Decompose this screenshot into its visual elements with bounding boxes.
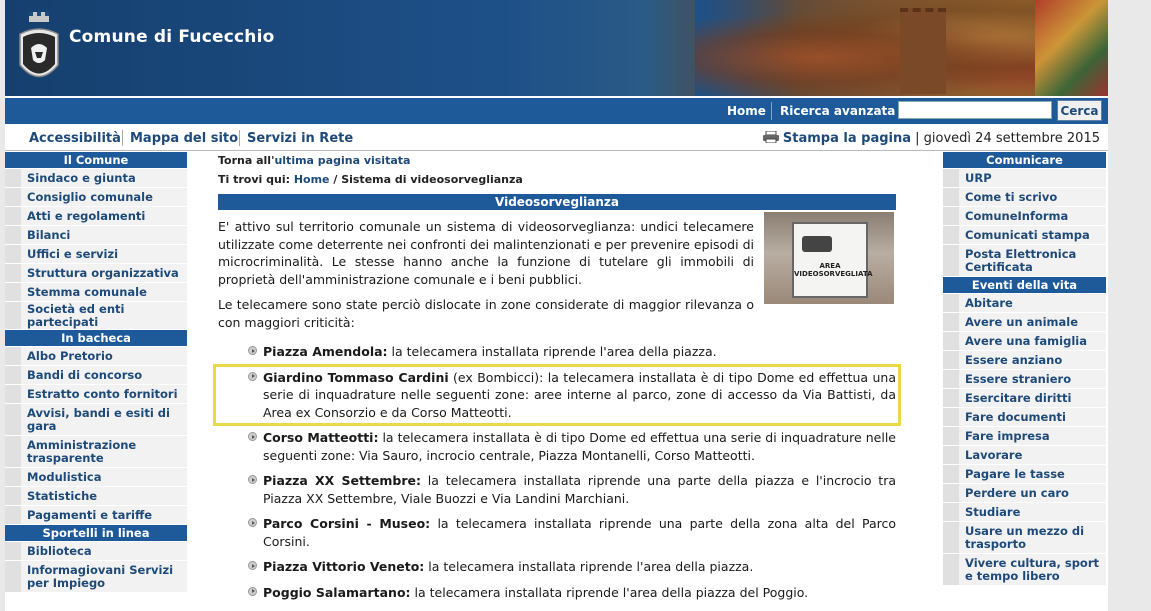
breadcrumb-prefix: Ti trovi qui: [218, 172, 294, 186]
sidebar-item-avvisi-bandi[interactable]: Avvisi, bandi e esiti di gara [5, 404, 187, 436]
sidebar-item-biblioteca[interactable]: Biblioteca [5, 542, 187, 561]
sidebar-item-sindaco-e-giunta[interactable]: Sindaco e giunta [5, 169, 187, 188]
camera-description: la telecamera installata riprende l'area della piazza. [387, 344, 717, 359]
search-button[interactable]: Cerca [1057, 100, 1102, 121]
sidebar-item-vivere-cultura[interactable]: Vivere cultura, sport e tempo libero [943, 554, 1106, 586]
page-title: Videosorveglianza [218, 194, 896, 210]
camera-place: Piazza Vittorio Veneto: [263, 559, 425, 574]
sidebar-item-urp[interactable]: URP [943, 169, 1106, 188]
sidebar-item-estratto-conto[interactable]: Estratto conto fornitori [5, 385, 187, 404]
site-title[interactable]: Comune di Fucecchio [69, 27, 275, 47]
last-visited-link[interactable]: ultima pagina visitata [274, 154, 411, 167]
section-header-sportelli: Sportelli in linea [5, 525, 187, 541]
banner-tower-image [900, 8, 946, 94]
bullet-arrow-icon [248, 372, 257, 381]
sidebar-item-pagamenti-tariffe[interactable]: Pagamenti e tariffe [5, 506, 187, 525]
print-page-link[interactable]: Stampa la pagina [782, 131, 912, 146]
intro-paragraph-2: Le telecamere sono state perciò dislocate in zone considerate di maggior rilevanza o con maggiori criticità: [218, 297, 754, 330]
current-date: | giovedì 24 settembre 2015 [915, 131, 1100, 146]
right-sidebar [943, 152, 1106, 586]
sidebar-item-modulistica[interactable]: Modulistica [5, 468, 187, 487]
online-services-link[interactable]: Servizi in Rete [247, 131, 354, 146]
bullet-arrow-icon [248, 475, 257, 484]
sidebar-item-lavorare[interactable]: Lavorare [943, 446, 1106, 465]
search-input[interactable] [898, 101, 1052, 119]
sidebar-item-fare-documenti[interactable]: Fare documenti [943, 408, 1106, 427]
sidebar-item-albo-pretorio[interactable]: Albo Pretorio [5, 347, 187, 366]
list-item [218, 558, 896, 576]
coat-of-arms-logo[interactable] [17, 10, 61, 90]
camera-list [218, 343, 896, 601]
back-prefix: Torna all' [218, 154, 275, 167]
printer-icon[interactable] [763, 131, 779, 143]
intro-paragraph: E' attivo sul territorio comunale un sistema di videosorveglianza: undici telecamere utilizzate come deterrente nei confronti dei malintenzionati e per prevenire episodi di microcriminalità. Le stesse hanno anche la funzione di tutelare gli immobili di proprietà dell'amministrazione comunale e i beni pubblici. [218, 219, 754, 287]
sign-text: AREA VIDEOSORVEGLIATA [794, 262, 873, 278]
camera-description: la telecamera installata riprende una parte della zona alta del Parco Corsini. [263, 516, 896, 549]
top-navigation-bar [5, 98, 1108, 124]
subnav-separator [239, 130, 240, 146]
advanced-search-link[interactable]: Ricerca avanzata [780, 104, 896, 118]
sitemap-link[interactable]: Mappa del sito [130, 131, 239, 146]
sidebar-item-come-ti-scrivo[interactable]: Come ti scrivo [943, 188, 1106, 207]
sidebar-item-bilanci[interactable]: Bilanci [5, 226, 187, 245]
sidebar-item-stemma-comunale[interactable]: Stemma comunale [5, 283, 187, 302]
sidebar-item-usare-mezzo-trasporto[interactable]: Usare un mezzo di trasporto [943, 522, 1106, 554]
accessibility-link[interactable]: Accessibilità [29, 131, 121, 146]
sidebar-item-statistiche[interactable]: Statistiche [5, 487, 187, 506]
section-header-il-comune: Il Comune [5, 152, 187, 168]
secondary-navigation [5, 128, 1108, 151]
section-header-in-bacheca: In bacheca [5, 330, 187, 346]
page [5, 0, 1108, 611]
header-banner [5, 0, 1108, 96]
list-item [218, 584, 896, 602]
breadcrumb [218, 171, 896, 189]
sidebar-item-pagare-le-tasse[interactable]: Pagare le tasse [943, 465, 1106, 484]
print-and-date [763, 131, 1100, 146]
left-sidebar [5, 152, 187, 593]
sidebar-item-esercitare-diritti[interactable]: Esercitare diritti [943, 389, 1106, 408]
bullet-arrow-icon [248, 432, 257, 441]
camera-place: Piazza Amendola: [263, 344, 388, 359]
sidebar-item-atti-e-regolamenti[interactable]: Atti e regolamenti [5, 207, 187, 226]
sidebar-item-fare-impresa[interactable]: Fare impresa [943, 427, 1106, 446]
back-link-row [218, 152, 896, 170]
main-content [218, 152, 896, 609]
bullet-arrow-icon [248, 518, 257, 527]
section-header-eventi-della-vita: Eventi della vita [943, 277, 1106, 293]
banner-flag-image [1035, 0, 1108, 96]
list-item [218, 472, 896, 507]
sidebar-item-abitare[interactable]: Abitare [943, 294, 1106, 313]
home-link[interactable]: Home [727, 104, 766, 118]
section-header-comunicare: Comunicare [943, 152, 1106, 168]
camera-place: Parco Corsini - Museo: [263, 516, 431, 531]
camera-place: Corso Matteotti: [263, 430, 379, 445]
sidebar-item-bandi-di-concorso[interactable]: Bandi di concorso [5, 366, 187, 385]
list-item [218, 515, 896, 550]
sidebar-item-pec[interactable]: Posta Elettronica Certificata [943, 245, 1106, 277]
camera-place: Poggio Salamartano: [263, 584, 411, 600]
bullet-arrow-icon [248, 587, 257, 596]
camera-description: la telecamera installata riprende l'area della piazza. [424, 559, 754, 574]
sidebar-item-avere-un-animale[interactable]: Avere un animale [943, 313, 1106, 332]
camera-description: (ex Bombicci): la telecamera installata è di tipo Dome ed effettua una serie di inquadrature nelle seguenti zone: aree interne al parco, zone di accesso da Via Battisti, da Area ex Consorzio e da Corso Matteotti. [263, 369, 896, 420]
bullet-arrow-icon [248, 561, 257, 570]
breadcrumb-home-link[interactable]: Home [293, 172, 330, 186]
sidebar-item-essere-anziano[interactable]: Essere anziano [943, 351, 1106, 370]
camera-place: Piazza XX Settembre: [263, 473, 421, 488]
subnav-separator [122, 130, 123, 146]
sidebar-item-essere-straniero[interactable]: Essere straniero [943, 370, 1106, 389]
camera-place: Giardino Tommaso Cardini [263, 369, 449, 385]
sign-board [792, 222, 873, 298]
sidebar-item-consiglio-comunale[interactable]: Consiglio comunale [5, 188, 187, 207]
sidebar-item-amministrazione-trasparente[interactable]: Amministrazione trasparente [5, 436, 187, 468]
sidebar-item-informagiovani[interactable]: Informagiovani Servizi per Impiego [5, 561, 187, 593]
sidebar-item-studiare[interactable]: Studiare [943, 503, 1106, 522]
sidebar-item-comunicati-stampa[interactable]: Comunicati stampa [943, 226, 1106, 245]
sidebar-item-perdere-un-caro[interactable]: Perdere un caro [943, 484, 1106, 503]
camera-description: la telecamera installata riprende una parte della piazza e l'incrocio tra Piazza XX Settembre, Viale Buozzi e Via Landini Marchiani. [263, 473, 896, 506]
sidebar-item-societa-enti[interactable]: Società ed enti partecipati [5, 302, 187, 330]
breadcrumb-current: / Sistema di videosorveglianza [329, 172, 523, 186]
sidebar-item-avere-una-famiglia[interactable]: Avere una famiglia [943, 332, 1106, 351]
camera-description: la telecamera installata è di tipo Dome ed effettua una serie di inquadrature nelle seguenti zone: Via Sauro, incrocio centrale, Piazza Montanelli, Corso Matteotti. [263, 430, 896, 463]
sidebar-item-comuneinforma[interactable]: ComuneInforma [943, 207, 1106, 226]
surveillance-sign-image [764, 212, 894, 304]
sidebar-item-uffici-e-servizi[interactable]: Uffici e servizi [5, 245, 187, 264]
bullet-arrow-icon [248, 346, 257, 355]
list-item [218, 343, 896, 361]
camera-icon [802, 236, 832, 252]
camera-description: la telecamera installata riprende l'area della piazza del Poggio. [410, 584, 809, 600]
list-item [218, 429, 896, 464]
list-item-highlighted [218, 369, 896, 422]
sidebar-item-struttura-organizzativa[interactable]: Struttura organizzativa [5, 264, 187, 283]
topnav-separator [771, 102, 772, 120]
